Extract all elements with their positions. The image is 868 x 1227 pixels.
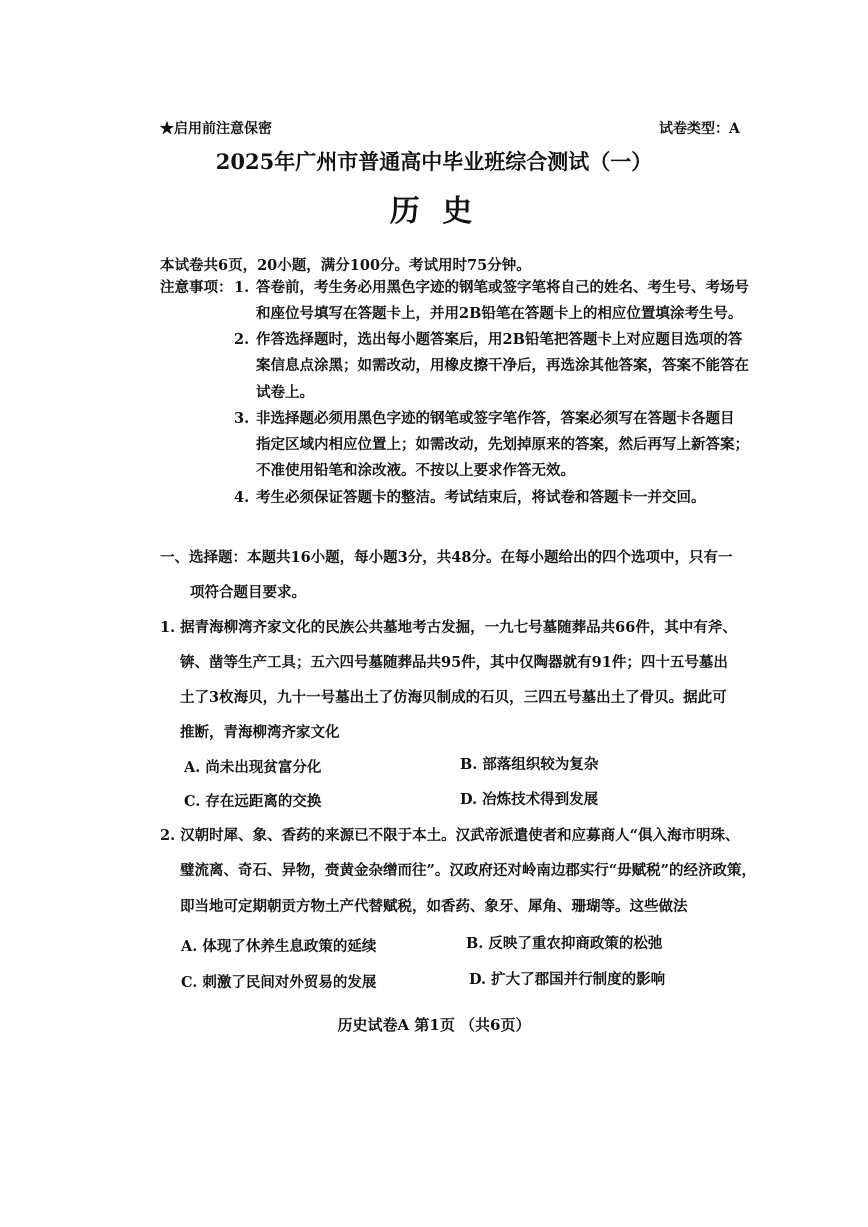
- note-line: 非选择题必须用黑色字迹的钢笔或签字笔作答，答案必须写在答题卡各题目: [256, 410, 735, 427]
- option-d[interactable]: D. 冶炼技术得到发展: [460, 791, 599, 808]
- note-number: 1.: [234, 279, 250, 296]
- note-line: 作答选择题时，选出每小题答案后，用2B铅笔把答题卡上对应题目选项的答: [256, 331, 743, 348]
- note-number: 4.: [234, 489, 250, 506]
- option-c[interactable]: C. 存在远距离的交换: [184, 793, 322, 810]
- note-line: 答卷前，考生务必用黑色字迹的钢笔或签字笔将自己的姓名、考生号、考场号: [256, 279, 749, 296]
- option-a[interactable]: A. 尚未出现贫富分化: [184, 759, 322, 776]
- note-number: 3.: [234, 410, 250, 427]
- question-line: 2. 汉朝时犀、象、香药的来源已不限于本土。汉武帝派遣使者和应募商人“俱入海市明珠、: [160, 827, 740, 844]
- question-line: 1. 据青海柳湾齐家文化的民族公共墓地考古发掘，一九七号墓随葬品共66件，其中有斧、: [160, 619, 737, 636]
- note-line: 试卷上。: [256, 384, 314, 401]
- note-line: 案信息点涂黑；如需改动，用橡皮擦干净后，再选涂其他答案，答案不能答在: [256, 357, 749, 374]
- option-c[interactable]: C. 刺激了民间对外贸易的发展: [181, 974, 377, 991]
- note-number: 2.: [234, 331, 250, 348]
- note-line: 指定区域内相应位置上；如需改动，先划掉原来的答案，然后再写上新答案；: [256, 436, 749, 453]
- option-b[interactable]: B. 反映了重农抑商政策的松弛: [466, 935, 663, 952]
- note-line: 和座位号填写在答题卡上，并用2B铅笔在答题卡上的相应位置填涂考生号。: [256, 305, 743, 322]
- option-a[interactable]: A. 体现了休养生息政策的延续: [181, 938, 377, 955]
- notes-label: 注意事项：: [160, 279, 233, 296]
- note-line: 不准使用铅笔和涂改液。不按以上要求作答无效。: [256, 462, 575, 479]
- section-heading: 一、选择题：本题共16小题，每小题3分，共48分。在每小题给出的四个选项中，只有一: [160, 549, 733, 566]
- section-heading-cont: 项符合题目要求。: [190, 584, 306, 601]
- question-line: 推断，青海柳湾齐家文化: [180, 724, 340, 741]
- question-line: 土了3枚海贝，九十一号墓出土了仿海贝制成的石贝，三四五号墓出土了骨贝。据此可: [180, 689, 727, 706]
- note-line: 考生必须保证答题卡的整洁。考试结束后，将试卷和答题卡一并交回。: [256, 489, 706, 506]
- confidential-label: ★启用前注意保密: [160, 121, 272, 137]
- exam-intro: 本试卷共6页，20小题，满分100分。考试用时75分钟。: [160, 257, 531, 274]
- option-b[interactable]: B. 部落组织较为复杂: [460, 756, 599, 773]
- question-line: 即当地可定期朝贡方物土产代替赋税，如香药、象牙、犀角、珊瑚等。这些做法: [180, 898, 688, 915]
- paper-type-label: 试卷类型：A: [659, 121, 740, 137]
- option-d[interactable]: D. 扩大了郡国并行制度的影响: [469, 971, 666, 988]
- question-line: 璧流离、奇石、异物，赍黄金杂缯而往”。汉政府还对岭南边郡实行“毋赋税”的经济政策，: [180, 862, 757, 879]
- subject-title: 历 史: [389, 194, 479, 229]
- exam-title: 2025年广州市普通高中毕业班综合测试（一）: [215, 149, 653, 174]
- page-footer: 历史试卷A 第1页 （共6页）: [337, 1016, 531, 1034]
- question-line: 锛、凿等生产工具；五六四号墓随葬品共95件，其中仅陶器就有91件；四十五号墓出: [180, 654, 728, 671]
